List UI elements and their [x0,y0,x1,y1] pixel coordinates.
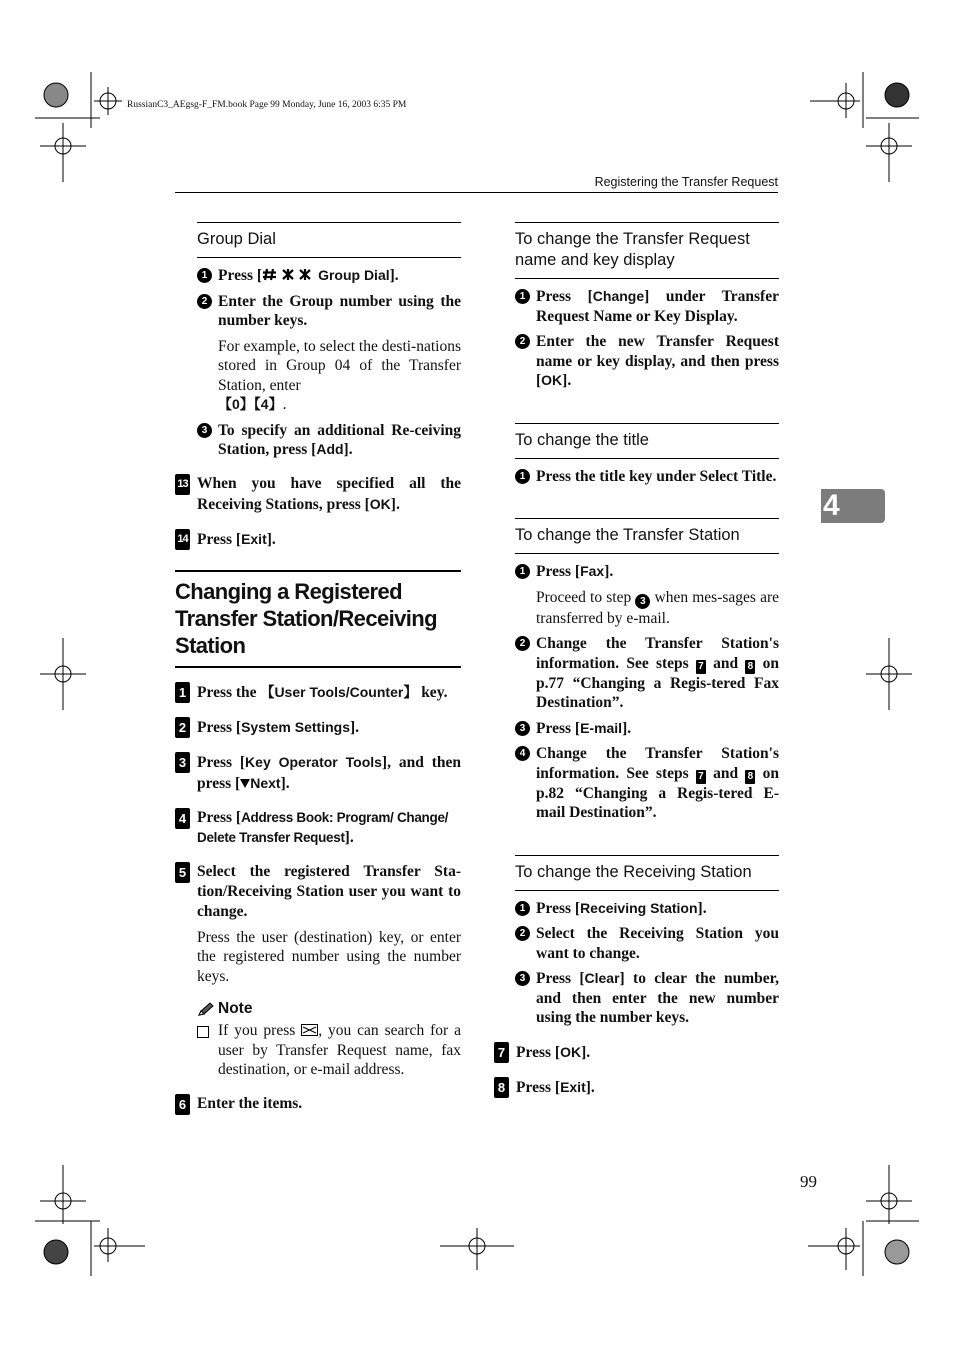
step: 14 Press [Exit]. [175,529,461,550]
step-number: 4 [175,808,190,829]
sub-step-number: 1 [197,268,212,283]
sub-step: 1 Press [ Group Dial]. [197,266,461,286]
subsection-heading: To change the title [515,423,779,459]
sub-step: 4 Change the Transfer Station's information. See steps 7 and 8 on p.82 “Changing a Regis-tered E-mail Destination”. [515,744,779,823]
sub-step: 2 Enter the Group number using the number keys. [197,292,461,331]
chapter-tab-number: 4 [823,489,840,522]
add-button-label: Add [316,441,344,457]
note-item: If you press , you can search for a user by Transfer Request name, fax destination, or e-mail address. [197,1021,461,1080]
checkbox-icon [197,1026,209,1038]
right-column [494,222,779,1112]
search-destination-key-icon [301,1024,318,1036]
paragraph: Press the user (destination) key, or enter the registered number using the number keys. [197,928,461,985]
ok-button-label: OK [369,495,391,512]
sub-step: 1 Press [Receiving Station]. [515,899,779,919]
step-number: 6 [175,1094,190,1115]
key-4: 4 [260,396,269,412]
receiving-station-button-label: Receiving Station [580,899,698,916]
sub-step-number: 2 [197,294,212,309]
left-column [175,222,461,1129]
pencil-icon [197,1002,214,1017]
sub-step-number: 1 [515,564,530,579]
sub-step: 2 Change the Transfer Station's information. See steps 7 and 8 on p.77 “Changing a Regis-tered Fax Destination”. [515,634,779,713]
chapter-tab [821,489,885,523]
step: 3 Press [Key Operator Tools], and then press [ Next]. [175,752,461,794]
step-number: 1 [175,682,190,703]
address-book-button-label: Address Book: Program/ Change/ Delete Transfer Request [197,809,449,845]
step: 1 Press the 【User Tools/Counter】 key. [175,682,461,703]
file-info: RussianC3_AEgsg-F_FM.book Page 99 Monday, June 16, 2003 6:35 PM [127,100,407,110]
key-operator-tools-button-label: Key Operator Tools [245,753,382,770]
step-reference: 8 [745,660,755,674]
sub-step-number: 3 [515,971,530,986]
paragraph: For example, to select the desti-nations stored in Group 04 of the Transfer Station, enter 【0】【4】. [218,337,461,413]
sub-step-number: 4 [515,746,530,761]
step: 6 Enter the items. [175,1094,461,1115]
subsection-heading: To change the Transfer Station [515,518,779,554]
section-title: Changing a Registered Transfer Station/Receiving Station [175,570,461,668]
subsection-heading: To change the Transfer Request name and key display [515,222,779,279]
sub-step: 3 To specify an additional Re-ceiving Station, press [Add]. [197,421,461,460]
ok-button-label: OK [560,1043,582,1060]
sub-step: 2 Select the Receiving Station you want to change. [515,924,779,963]
step-reference: 3 [635,594,650,609]
email-button-label: E-mail [580,719,623,736]
ok-button-label: OK [541,372,563,388]
sub-step: 3 Press [E-mail]. [515,719,779,739]
triangle-down-icon [240,779,250,788]
user-tools-counter-key-label: User Tools/Counter [274,683,404,700]
step: 4 Press [Address Book: Program/ Change/ Delete Transfer Request]. [175,808,461,848]
next-button-label: Next [250,774,281,791]
step-number: 7 [494,1042,509,1063]
step-number: 5 [175,862,190,883]
step: 8 Press [Exit]. [494,1077,779,1098]
step-number: 14 [175,529,190,550]
step-reference: 7 [696,660,706,674]
clear-button-label: Clear [584,970,620,986]
header-rule [175,192,778,193]
step-number: 3 [175,752,190,773]
step-reference: 8 [745,770,755,784]
step-reference: 7 [696,770,706,784]
group-dial-button-label: Group Dial [318,267,390,283]
fax-button-label: Fax [580,563,605,579]
step-number: 2 [175,717,190,738]
exit-button-label: Exit [560,1078,586,1095]
subsection-heading: To change the Receiving Station [515,855,779,891]
change-button-label: Change [592,288,645,304]
step: 5 Select the registered Transfer Sta-tion/Receiving Station user you want to change. [175,862,461,922]
sub-step: 1 Press [Change] under Transfer Request Name or Key Display. [515,287,779,326]
exit-button-label: Exit [241,530,267,547]
sub-step: 2 Enter the new Transfer Request name or key display, and then press [OK]. [515,332,779,391]
paragraph: Proceed to step 3 when mes-sages are transferred by e-mail. [536,588,779,627]
sub-step-number: 2 [515,334,530,349]
page-number: 99 [800,1172,817,1191]
key-0: 0 [232,396,240,412]
sub-step-number: 2 [515,926,530,941]
step-number: 8 [494,1077,509,1098]
sub-step-number: 3 [515,721,530,736]
sub-step-number: 1 [515,469,530,484]
sub-step-number: 2 [515,636,530,651]
step: 7 Press [OK]. [494,1042,779,1063]
sub-step: 1 Press [Fax]. [515,562,779,582]
sub-step: 1 Press the title key under Select Title. [515,467,779,487]
step-number: 13 [175,474,190,495]
group-dial-block [197,222,461,460]
subsection-heading: Group Dial [197,222,461,258]
step: 2 Press [System Settings]. [175,717,461,738]
sub-step-number: 1 [515,901,530,916]
hash-asterisk-key-icon [262,267,318,282]
sub-step-number: 1 [515,289,530,304]
system-settings-button-label: System Settings [241,718,350,735]
step: 13 When you have specified all the Receiving Stations, press [OK]. [175,474,461,515]
sub-step-number: 3 [197,423,212,438]
sub-step: 3 Press [Clear] to clear the number, and then enter the new number using the number keys. [515,969,779,1028]
note-heading: Note [197,1000,461,1018]
running-head: Registering the Transfer Request [594,175,778,189]
